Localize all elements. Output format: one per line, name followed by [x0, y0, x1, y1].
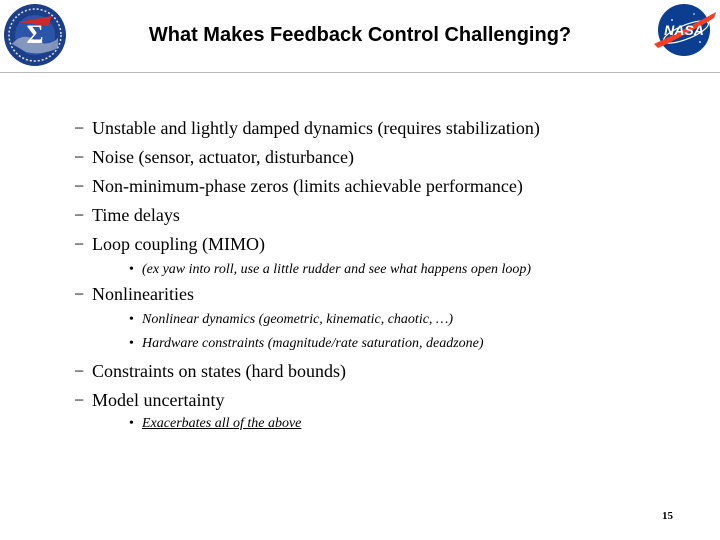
dash-marker: −	[74, 361, 85, 381]
dash-marker: −	[74, 205, 85, 225]
bullet-dot-marker: •	[129, 336, 134, 351]
sub-list-item	[129, 262, 531, 278]
sub-bullet-text: Hardware constraints (magnitude/rate saturation, deadzone)	[142, 336, 484, 351]
sub-bullet-text: Exacerbates all of the above	[142, 416, 302, 431]
dash-marker: −	[74, 118, 85, 138]
sub-list-item	[129, 416, 301, 432]
bullet-text: Model uncertainty	[92, 390, 225, 410]
nasa-logo	[650, 2, 718, 58]
seal-sigma-text: Σ	[26, 20, 44, 49]
dash-marker: −	[74, 390, 85, 410]
bullet-text: Unstable and lightly damped dynamics (requires stabilization)	[92, 118, 540, 138]
bullet-dot-marker: •	[129, 262, 134, 277]
dash-marker: −	[74, 284, 85, 304]
list-item	[74, 176, 523, 197]
title-divider	[0, 72, 720, 73]
list-item	[74, 390, 224, 411]
list-item	[74, 205, 180, 226]
bullet-text: Constraints on states (hard bounds)	[92, 361, 346, 381]
bullet-dot-marker: •	[129, 312, 134, 327]
bullet-text: Time delays	[92, 205, 180, 225]
sub-bullet-text: (ex yaw into roll, use a little rudder and see what happens open loop)	[142, 262, 532, 277]
society-seal-logo	[2, 2, 68, 68]
list-item	[74, 234, 265, 255]
bullet-text: Noise (sensor, actuator, disturbance)	[92, 147, 354, 167]
dash-marker: −	[74, 234, 85, 254]
bullet-text: Loop coupling (MIMO)	[92, 234, 265, 254]
list-item	[74, 284, 194, 305]
list-item	[74, 147, 354, 168]
bullet-text: Nonlinearities	[92, 284, 194, 304]
list-item	[74, 118, 540, 139]
sigma-seal-icon	[2, 2, 68, 68]
nasa-logo-text: NASA	[664, 22, 704, 38]
sub-list-item	[129, 312, 453, 328]
sub-list-item	[129, 336, 484, 352]
list-item	[74, 361, 346, 382]
page-title: What Makes Feedback Control Challenging?	[148, 24, 572, 46]
bullet-text: Non-minimum-phase zeros (limits achievable performance)	[92, 176, 523, 196]
sub-bullet-text: Nonlinear dynamics (geometric, kinematic, chaotic, …)	[142, 312, 454, 327]
dash-marker: −	[74, 147, 85, 167]
bullet-dot-marker: •	[129, 416, 134, 431]
dash-marker: −	[74, 176, 85, 196]
page-number: 15	[662, 510, 673, 522]
nasa-meatball-icon	[650, 2, 718, 58]
